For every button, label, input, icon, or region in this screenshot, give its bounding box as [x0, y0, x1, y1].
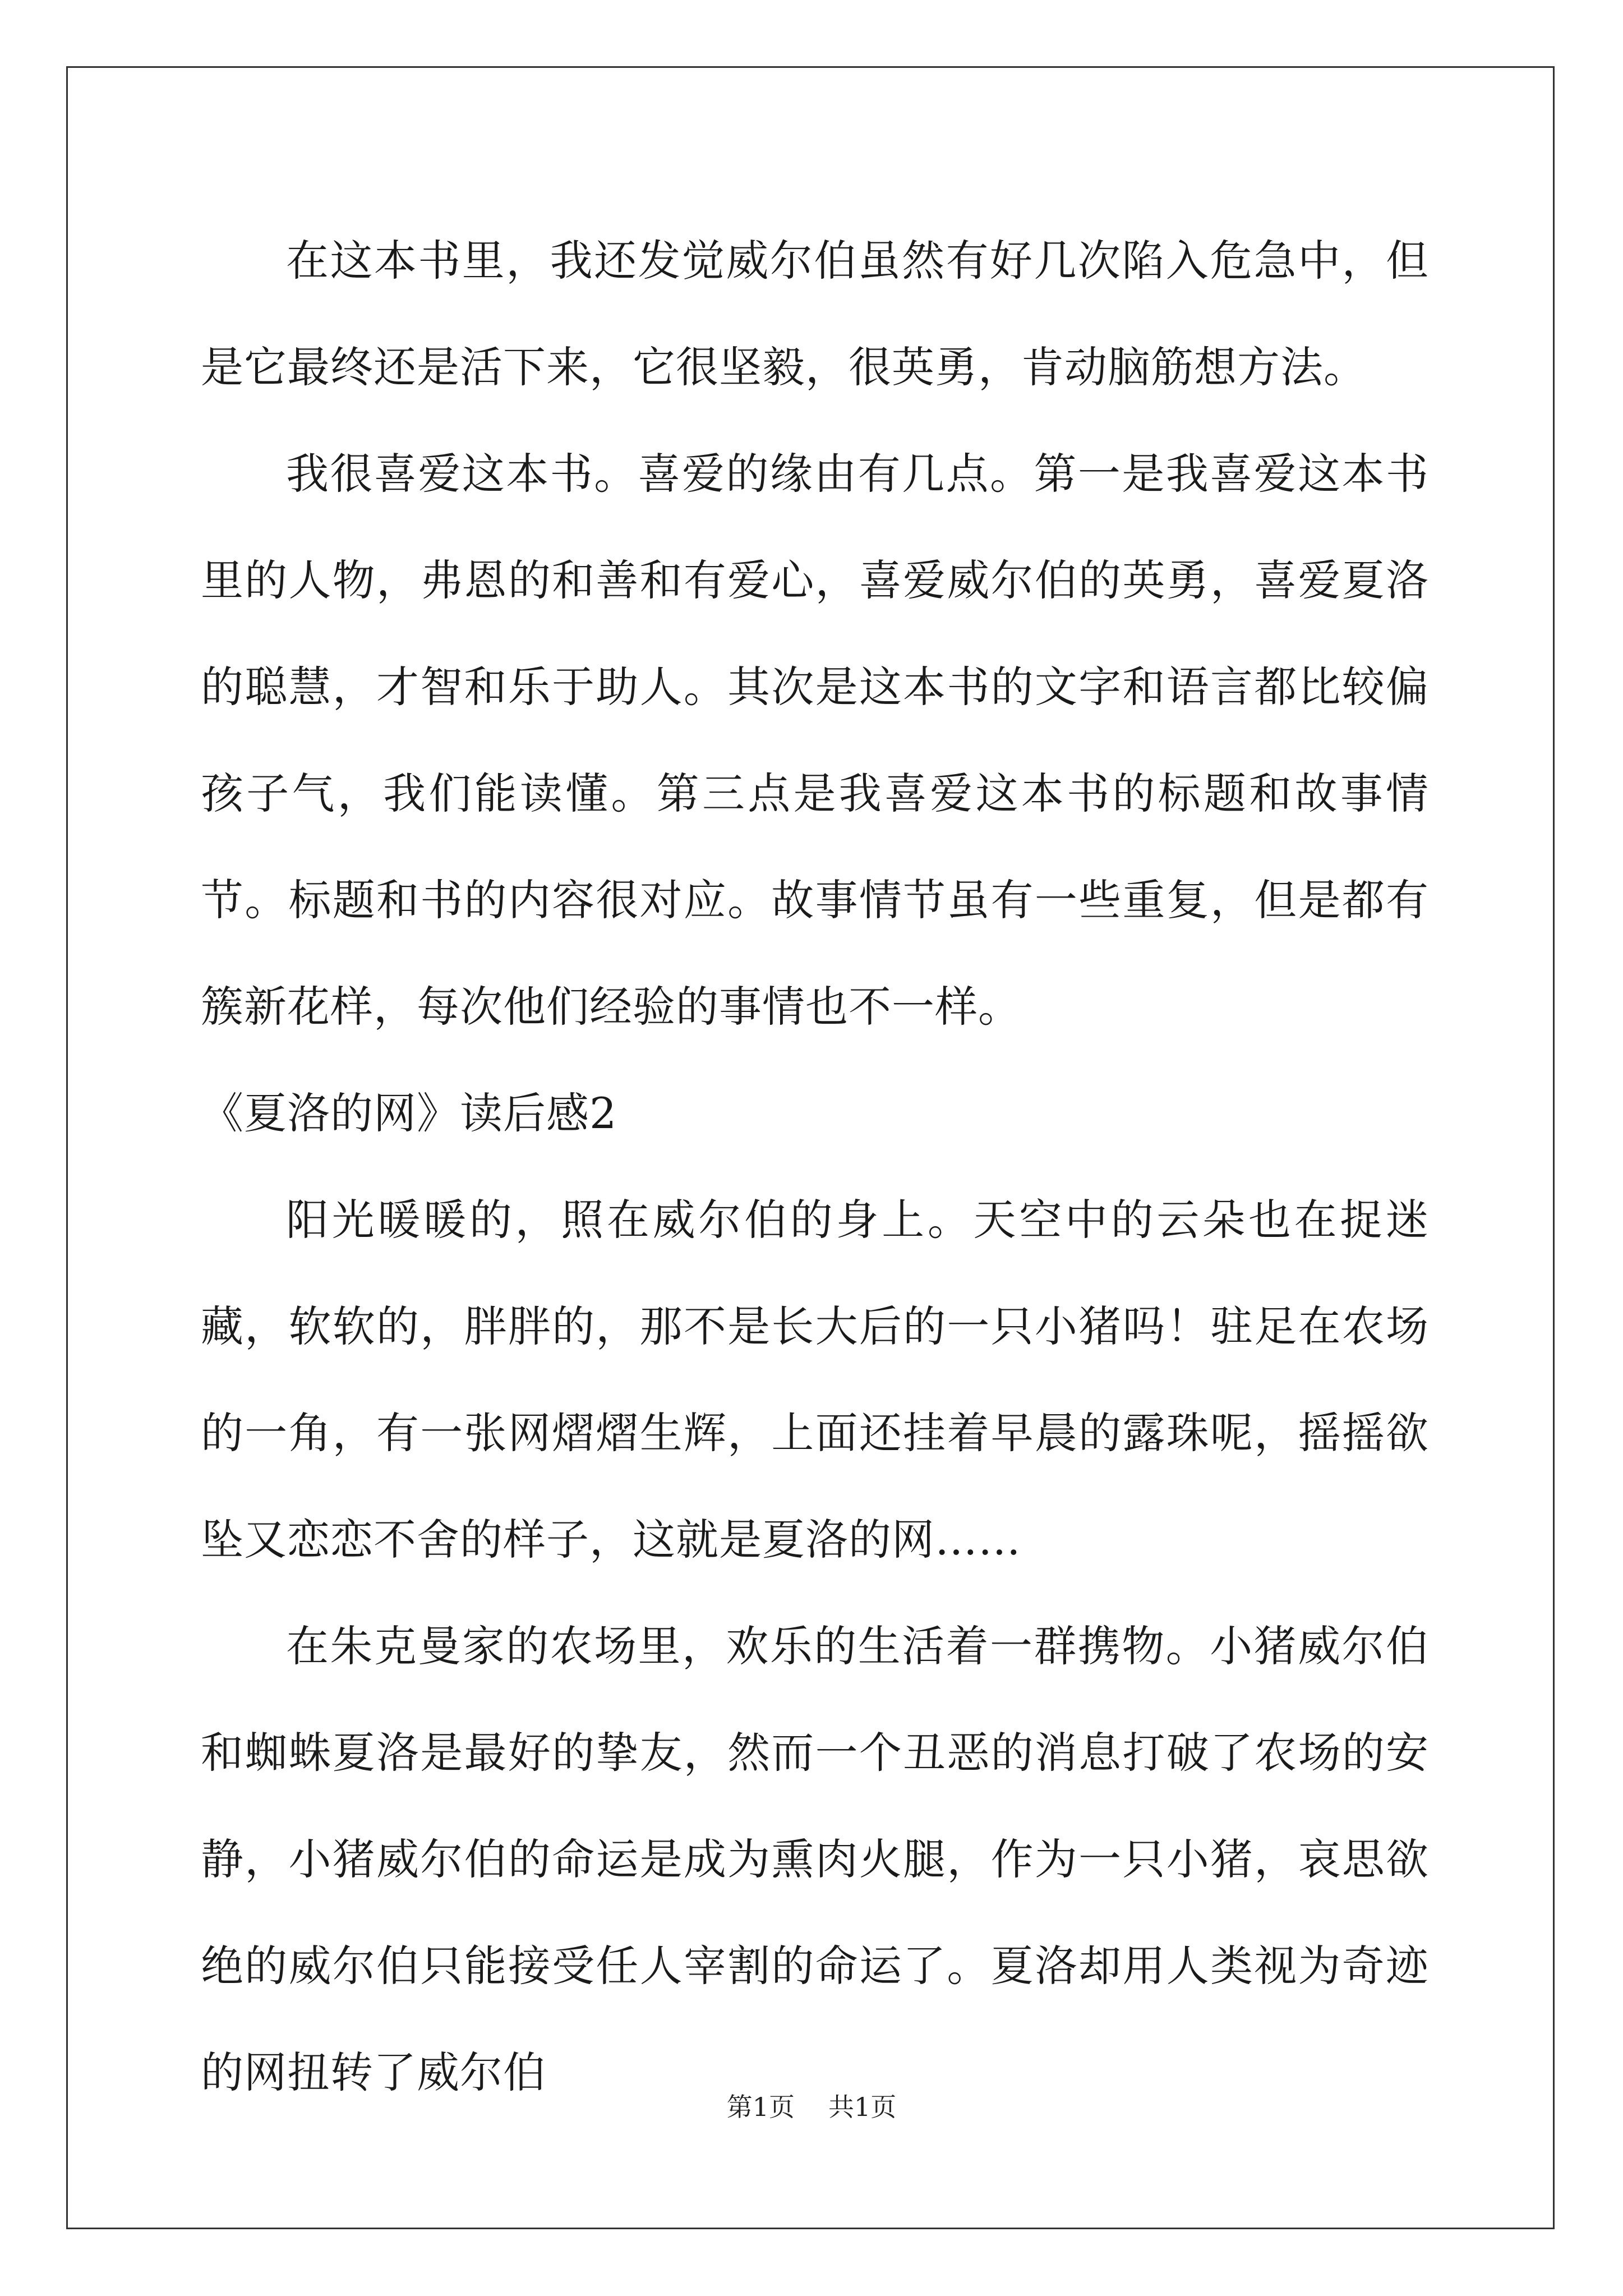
document-body	[201, 208, 1429, 2126]
page-total: 共1页	[828, 2092, 897, 2122]
page-number: 第1页	[726, 2092, 795, 2122]
paragraph: 我很喜爱这本书。喜爱的缘由有几点。第一是我喜爱这本书里的人物，弗恩的和善和有爱心，喜爱威尔伯的英勇，喜爱夏洛的聪慧，才智和乐于助人。其次是这本书的文字和语言都比较偏孩子气，我们能读懂。第三点是我喜爱这本书的标题和故事情节。标题和书的内容很对应。故事情节虽有一些重复，但是都有簇新花样，每次他们经验的事情也不一样。	[201, 449, 1429, 1032]
section-heading: 《夏洛的网》读后感2	[201, 1088, 617, 1138]
page-footer	[0, 2087, 1623, 2124]
paragraph: 在朱克曼家的农场里，欢乐的生活着一群携物。小猪威尔伯和蜘蛛夏洛是最好的挚友，然而一个丑恶的消息打破了农场的安静，小猪威尔伯的命运是成为熏肉火腿，作为一只小猪，哀思欲绝的威尔伯只能接受任人宰割的命运了。夏洛却用人类视为奇迹的网扭转了威尔伯	[201, 1621, 1429, 2097]
paragraph: 阳光暖暖的，照在威尔伯的身上。天空中的云朵也在捉迷藏，软软的，胖胖的，那不是长大后的一只小猪吗！驻足在农场的一角，有一张网熠熠生辉，上面还挂着早晨的露珠呢，摇摇欲坠又恋恋不舍的样子，这就是夏洛的网……	[201, 1195, 1429, 1565]
paragraph: 在这本书里，我还发觉威尔伯虽然有好几次陷入危急中，但是它最终还是活下来，它很坚毅，很英勇，肯动脑筋想方法。	[201, 236, 1429, 392]
